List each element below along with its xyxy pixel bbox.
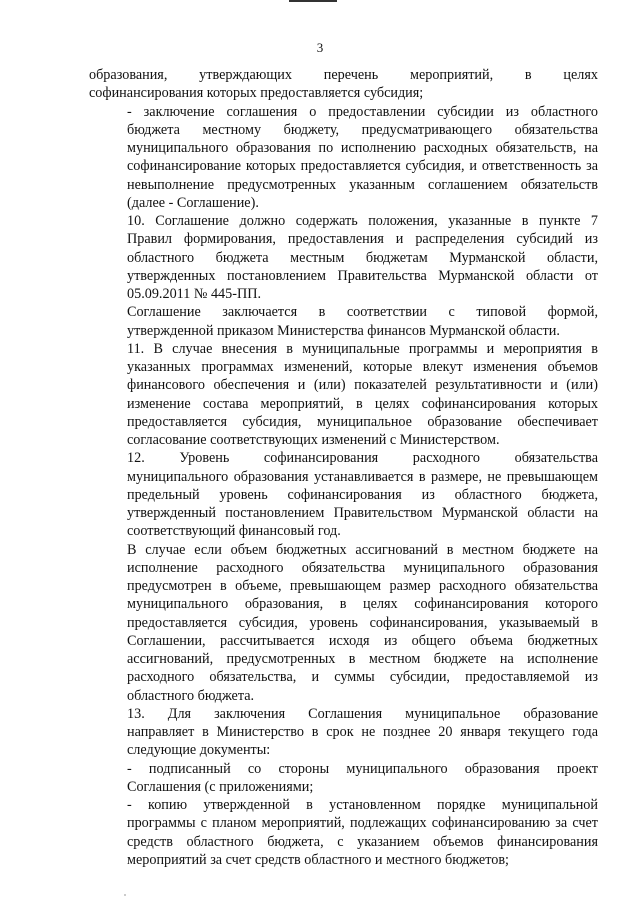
text-line: - подписанный со стороны муниципального образования проект: [127, 760, 598, 777]
text-line: соответствующий финансовый год.: [127, 523, 341, 540]
text-line: согласование соответствующих изменений с Министерством.: [127, 432, 500, 448]
text-line: (далее - Соглашение).: [127, 194, 259, 211]
text-line: 05.09.2011 № 445-ПП.: [127, 286, 261, 302]
paragraph: [89, 705, 598, 760]
scan-speck: [124, 894, 126, 896]
text-line: 11. В случае внесения в муниципальные программы и мероприятия в: [127, 340, 598, 357]
text-line: невыполнение предусмотренных указанным соглашением обязательств: [127, 176, 598, 193]
paragraph: [89, 212, 598, 303]
text-line: предельный уровень софинансирования из областного бюджета,: [127, 486, 598, 503]
text-line: 13. Для заключения Соглашения муниципальное образование: [127, 705, 598, 722]
text-line: изменение состава мероприятий, в целях софинансирования которых: [127, 395, 598, 412]
text-line: софинансирования которых предоставляется субсидия;: [89, 85, 424, 102]
text-line: исполнение расходного обязательства муниципального образования: [127, 559, 598, 576]
text-line: образования, утверждающих перечень мероприятий, в целях: [89, 67, 598, 83]
text-line: софинансирование которых предоставляется субсидия, и ответственность за: [127, 158, 598, 175]
text-line: утвержденных постановлением Правительства Мурманской области от: [127, 267, 598, 284]
text-line: бюджета местному бюджету, предусматривающего обязательства: [127, 121, 598, 138]
text-line: муниципального образования устанавливается в размере, не превышающем: [127, 468, 598, 485]
text-line: - заключение соглашения о предоставлении субсидии из областного: [127, 103, 598, 120]
text-line: Соглашение заключается в соответствии с типовой формой,: [127, 304, 598, 321]
text-line: утвержденной приказом Министерства финансов Мурманской области.: [127, 322, 560, 339]
text-line: В случае если объем бюджетных ассигнований в местном бюджете на: [127, 541, 598, 558]
text-line: следующие документы:: [127, 742, 271, 759]
paragraph: [89, 303, 598, 340]
text-line: предоставляется субсидия, уровень софинансирования, указываемый в: [127, 614, 598, 631]
page-number: 3: [316, 40, 324, 55]
paragraph: [89, 449, 598, 540]
paragraph: [89, 103, 598, 213]
text-line: направляет в Министерство в срок не позднее 20 января текущего года: [127, 724, 598, 740]
document-body: [89, 66, 598, 869]
text-line: областного бюджета.: [127, 687, 255, 704]
text-line: 10. Соглашение должно содержать положения, указанные в пункте 7: [127, 213, 598, 229]
paragraph: [89, 340, 598, 450]
text-line: ассигнований, предусмотренных в местном бюджете на исполнение: [127, 651, 598, 667]
text-line: расходного обязательства, и суммы субсидии, предоставляемой из: [127, 669, 598, 686]
text-line: Соглашении, рассчитывается исходя из общего объема бюджетных: [127, 632, 598, 649]
text-line: 12. Уровень софинансирования расходного обязательства: [127, 450, 598, 467]
paragraph: [89, 541, 598, 705]
text-line: муниципального образования по исполнению расходных обязательств, на: [127, 140, 598, 156]
paragraph: [89, 796, 598, 869]
text-line: - копию утвержденной в установленном порядке муниципальной: [127, 797, 598, 813]
text-line: указанных программах изменений, которые влекут изменения объемов: [127, 359, 598, 375]
paragraph: [89, 760, 598, 797]
text-line: Соглашения (с приложениями;: [127, 778, 314, 795]
text-line: предусмотрен в объеме, превышающем размер расходного обязательства: [127, 578, 598, 594]
text-line: средств областного бюджета, с указанием объемов финансирования: [127, 833, 598, 850]
text-line: муниципального образования, в целях софинансирования которого: [127, 596, 598, 613]
scan-edge-mark: [289, 0, 337, 2]
text-line: областного бюджета местным бюджетам Мурманской области,: [127, 249, 598, 266]
text-line: мероприятий за счет средств областного и местного бюджетов;: [127, 851, 509, 868]
text-line: предоставляется субсидия, муниципальное образование обеспечивает: [127, 413, 598, 430]
text-line: финансового обеспечения и (или) показателей результативности и (или): [127, 377, 598, 394]
text-line: Правил формирования, предоставления и распределения субсидий из: [127, 231, 598, 248]
paragraph: [89, 66, 598, 103]
text-line: программы с планом мероприятий, подлежащих софинансированию за счет: [127, 815, 598, 832]
text-line: утвержденный постановлением Правительством Мурманской области на: [127, 505, 598, 521]
